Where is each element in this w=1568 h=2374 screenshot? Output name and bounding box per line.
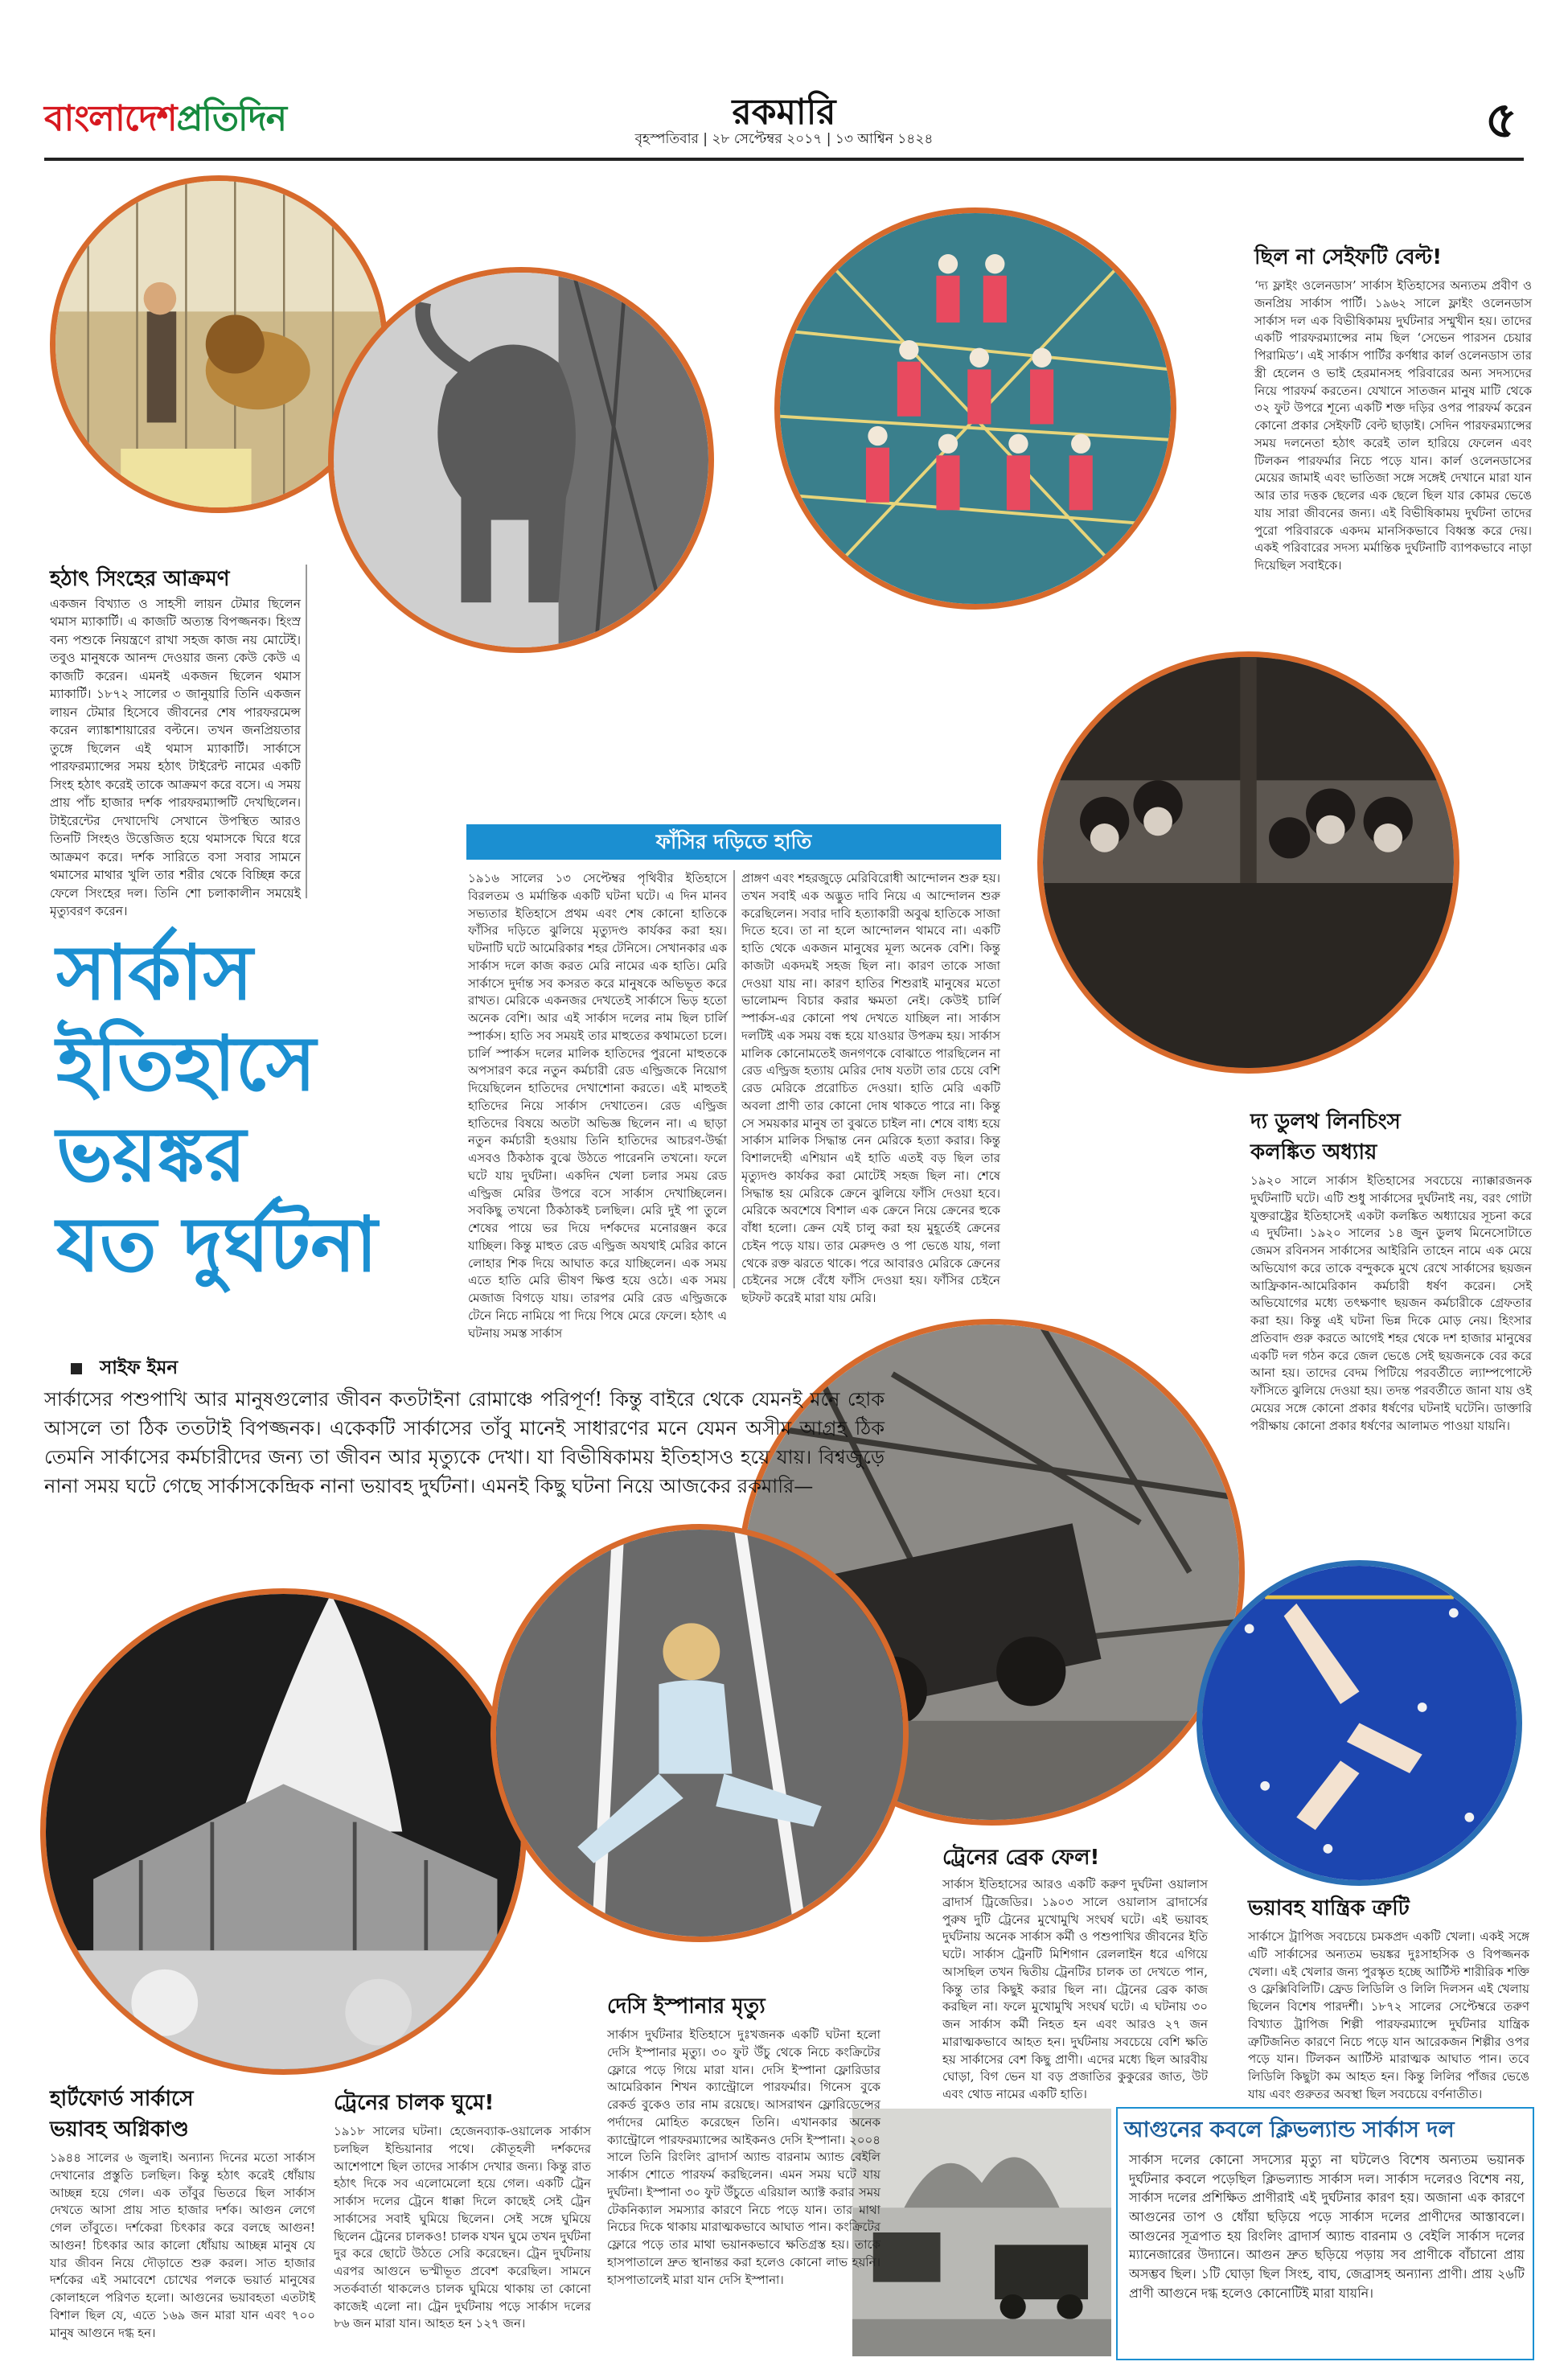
main-title-line-3: ভয়ঙ্কর [56,1111,246,1199]
mechanical-headline: ভয়াবহ যান্ত্রিক ত্রুটি [1248,1896,1410,1920]
train-brake-body: সার্কাস ইতিহাসের আরও একটি করুণ দুর্ঘটনা ওয়ালাস ব্রাদার্স ট্রিজেডির। ১৯০৩ সালে ওয়ালাস ব্রাদার্সের পুরুষ দুটি ট্রেনের মুখোমুখি সংঘর্ষ ঘটে। এই ভয়াবহ দুর্ঘটনায় অনেক সার্কাস কর্মী ও পশুপাখির জীবনের ইতি ঘটে। সার্কাস ট্রেনটি মিশিগান রেললাইন ধরে এগিয়ে আসছিল তখন দ্বিতীয় ট্রেনটির চালক তা দেখতে পান, কিন্তু তার কিছুই করার ছিল না। ট্রেনের ব্রেক কাজ করছিল না। ফলে মুখোমুখি সংঘর্ষ ঘটে। এ ঘটনায় ৩০ জন সার্কাস কর্মী নিহত হন এবং আরও ২৭ জন মারাত্মকভাবে আহত হন। দুর্ঘটনায় সবচেয়ে বেশি ক্ষতি হয় সার্কাসের বেশ কিছু প্রাণী। এদের মধ্যে ছিল আরবীয় ঘোড়া, বিগ ভেন যা বড় প্রজাতির কুকুরের জাত, উট এবং থোড নামের একটি হাতি। [942,1877,1208,2101]
tightrope-pyramid-photo [774,207,1176,610]
masthead [44,80,1524,161]
tent-fire-photo [40,1588,527,2075]
driver-headline: ট্রেনের চালক ঘুমে! [334,2091,495,2115]
spinner-headline: দেসি ইস্পানার মৃত্যু [607,1994,766,2019]
lynching-headline-1: দ্য ডুলথ লিনচিংস [1250,1110,1401,1134]
logo-part-2: প্রতিদিন [176,98,286,139]
main-title [56,929,474,1292]
train-brake-headline: ট্রেনের ব্রেক ফেল! [942,1846,1100,1870]
seatbelt-headline: ছিল না সেইফটি বেল্ট! [1254,245,1443,269]
aerialist-photo [491,1524,909,1942]
main-title-line-4: যত দুর্ঘটনা [56,1201,378,1290]
lynching-crowd-photo [1037,651,1459,1074]
lion-headline: হঠাৎ সিংহের আক্রমণ [50,567,230,591]
cleveland-box [1116,2107,1534,2360]
cleveland-body: সার্কাস দলের কোনো সদস্যের মৃত্যু না ঘটলেও বিশেষ অন্যতম ভয়ানক দুর্ঘটনার কবলে পড়েছিল ক্লিভল্যান্ড সার্কাস দল। সার্কাস দলেরও বিশেষ নয়, সার্কাস দলের প্রশিক্ষিত প্রাণীরাই এই দুর্ঘটনার কারণ হয়। অজানা এক কারণে আগুনের তাপ ও ধোঁয়া ছড়িয়ে পড়ে সার্কাস দলের প্রাণীদের আস্তাবলে। আগুনের সূত্রপাত হয় রিংলিং ব্রাদার্স অ্যান্ড বারনাম ও বেইলি সার্কাস দলের ম্যানেজারের উদ্যানে। আগুন দ্রুত ছড়িয়ে পড়ায় সব প্রাণীকে বাঁচানো প্রায় অসম্ভব ছিল। ১টি ঘোড়া ছিল সিংহ, বাঘ, জেব্রাসহ অন্যান্য প্রাণী। প্রায় ২৬টি প্রাণী আগুনে দগ্ধ হলেও কোনোটিই মারা যায়নি। [1129,2152,1525,2301]
page-number: ৫ [1484,90,1517,149]
bullet-square-icon [71,1363,82,1374]
lynching-body: ১৯২০ সালে সার্কাস ইতিহাসের সবচেয়ে ন্যাক্কারজনক দুর্ঘটনাটি ঘটে। এটি শুধু সার্কাসের দুর্ঘটনাই নয়, বরং গোটা যুক্তরাষ্ট্রের ইতিহাসেই একটা কলঙ্কিত অধ্যায়ের সূচনা করে এ দুর্ঘটনা। ১৯২০ সালের ১৪ জুন ডুলথ মিনেসোটাতে জেমস রবিনসন সার্কাসের আইরিনি তাহেন নামে এক মেয়ে অভিযোগ করে তাকে বন্দুককে মুখে রেখে সার্কাসের ছয়জন আফ্রিকান-আমেরিকান কর্মচারী ধর্ষণ করেন। সেই অভিযোগের মধ্যে তৎক্ষণাৎ ছয়জন কর্মচারীকে গ্রেফতার করা হয়। কিন্তু এই ঘটনা ভিন্ন দিকে মোড় নেয়। হিংসার প্রতিবাদ গুরু করতে আগেই শহর থেকে দশ হাজার মানুষের একটি দল গঠন করে জেল ভেঙে সেই ছয়জনকে বের করে আনা হয়। তাদের বেদম পিটিয়ে পরবর্তীতে ল্যাম্পপোস্টে ফাঁসিতে ঝুলিয়ে দেওয়া হয়। তদন্ত পরবর্তীতে জানা যায় ওই মেয়ের সঙ্গে কোনো প্রকার ধর্ষণের ঘটনাই ঘটেনি। ডাক্তারি পরীক্ষায় কোনো প্রকার ধর্ষণের আলামত পাওয়া যায়নি। [1250,1173,1532,1433]
byline-name: সাইফ ইমন [100,1357,179,1378]
mechanical-body: সার্কাসে ট্রাপিজ সবচেয়ে চমকপ্রদ একটি খেলা। একই সঙ্গে এটি সার্কাসের অন্যতম ভয়ঙ্কর দুঃসাহসিক ও বিপজ্জনক খেলা। এই খেলার জন্য পুরস্কৃত হচ্ছে আর্টিস্ট শারীরিক শক্তি ও ফ্লেক্সিবিলিটি। ফ্রেড লিডিলি ও লিলি দিলসন এই খেলায় ছিলেন বিশেষ পারদর্শী। ১৮৭২ সালের সেপ্টেম্বরে তরুণ বিখ্যাত ট্রাপিজ শিল্পী পারফরম্যান্সে দুর্ঘটনার যান্ত্রিক ত্রুটিজনিত কারণে নিচে পড়ে যান আরেকজন শিল্পীর ওপর পড়ে যান। টিলকন আর্টিস্ট মারাত্মক আঘাত পান। তবে লিডিলি কিছুটা কম আহত হন। কিন্তু লিলির পাঁজর ভেঙে যায় এবং গুরুতর অবস্থা ছিল সবচেয়ে বর্ণনাতীত। [1248,1929,1529,2101]
cleveland-headline: আগুনের কবলে ক্লিভল্যান্ড সার্কাস দল [1124,2117,1455,2142]
trapeze-photo [1197,1560,1522,1886]
driver-body: ১৯১৮ সালের ঘটনা। হেজেনব্যাক-ওয়ালেক সার্কাস চলছিল ইন্ডিয়ানার পথে। কৌতূহলী দর্শকদের আশেপাশে ছিল তাদের সার্কাস দেখার জন্য। কিন্তু রাত হঠাৎ দিকে সব এলোমেলো হয়ে গেল। একটি ট্রেন সার্কাস দলের ট্রেনে ধাক্কা দিলে কাছেই সেই ট্রেন সার্কাসের সবাই ঘুমিয়ে ছিলেন। সেই সঙ্গে ঘুমিয়ে ছিলেন ট্রেনের চালকও! চালক যখন ঘুমে তখন দুর্ঘটনা দুর করে ছোটে উঠতে সেরি করেছেন। ট্রেন দুর্ঘটনায় এরপর আগুনে ভস্মীভূত প্রবেশ করেছিল। সামনে সতর্কবার্তা থাকলেও চালক ঘুমিয়ে থাকায় তা কোনো কাজেই এলো না। ট্রেন দুর্ঘটনায় পড়ে সার্কাস দলের ৮৬ জন মারা যান। আহত হন ১২৭ জন। [334,2124,591,2331]
lion-body: একজন বিখ্যাত ও সাহসী লায়ন টেমার ছিলেন থমাস ম্যাকার্টি। এ কাজটি অত্যন্ত বিপজ্জনক। হিংস্র বন্য পশুকে নিয়ন্ত্রণে রাখা সহজ কাজ নয় মোটেই। তবুও মানুষকে আনন্দ দেওয়ার জন্য কেউ কেউ এ কাজটি করেন। এমনই একজন ছিলেন থমাস ম্যাকার্টি। ১৮৭২ সালের ৩ জানুয়ারি তিনি একজন লায়ন টেমার হিসেবে জীবনের শেষ পারফরমেন্স করেন ল্যাঙ্কাশায়ারের বল্টনে। তখন জনপ্রিয়তার তুঙ্গে ছিলেন এই থমাস ম্যাকার্টি। সার্কাসে পারফরম্যান্সের সময় হঠাৎ টাইরেন্ট নামের একটি সিংহ হঠাৎ করেই তাকে আক্রমণ করে বসে। এ সময় প্রায় পাঁচ হাজার দর্শক পারফরম্যান্সটি দেখছিলেন। টাইরেন্টের দেখাদেখি সেখানে উপস্থিত আরও তিনটি সিংহও উত্তেজিত হয়ে থমাসকে ঘিরে ধরে আক্রমণ করে। দর্শক সারিতে বসা সবার সামনে থমাসের মাথার খুলি তার শরীর থেকে বিচ্ছিন্ন করে ফেলে সিংহের দল। তিনি শো চলাকালীন সময়েই মৃত্যুবরণ করেন। [50,597,301,918]
elephant-headline: ফাঁসির দড়িতে হাতি [466,824,1001,860]
section-title: রকমারি [732,92,836,133]
dateline: বৃহস্পতিবার | ২৮ সেপ্টেম্বর ২০১৭ | ১৩ আশ্বিন ১৪২৪ [634,131,934,147]
lynching-headline-2: কলঙ্কিত অধ্যায় [1250,1140,1377,1164]
elephant-col-1: ১৯১৬ সালের ১৩ সেপ্টেম্বর পৃথিবীর ইতিহাসে বিরলতম ও মর্মান্তিক একটি ঘটনা ঘটে। এ দিন মানব সভ্যতার ইতিহাসে প্রথম এবং শেষ কোনো হাতিকে ফাঁসির দড়িতে ঝুলিয়ে মৃত্যুদণ্ড কার্যকর করা হয়। ঘটনাটি ঘটে আমেরিকার শহর টেনিসে। সেখানকার এক সার্কাস দলে কাজ করত মেরি নামের এক হাতি। মেরি সার্কাসে দুর্দান্ত সব কসরত করে মানুষকে অভিভূত করে রাখত। মেরিকে একনজর দেখতেই সার্কাসে ভিড় হতো অনেক বেশি। আর এই সার্কাস দলের নাম ছিল চার্লি স্পার্কস। হাতি সব সময়ই তার মাহুতের কথামতো চলে। চার্লি স্পার্কস দলের মালিক হাতিদের পুরনো মাহুতকে অপসারণ করে নতুন কর্মচারী রেড এল্ড্রিজকে নিয়োগ দিয়েছিলেন হাতিদের দেখাশোনা করতে। এই মাহুতই হাতিদের নিয়ে সার্কাস দেখাতেন। রেড এল্ড্রিজ হাতিদের বিষয়ে অতটা অভিজ্ঞ ছিলেন না। এ ছাড়া নতুন কর্মচারী হওয়ায় তিনি হাতিদের আচরণ-উৰ্দ্ধা এসবও ঠিকঠাক বুঝে উঠতে পারেননি তখনো। ফলে ঘটে যায় দুর্ঘটনা। একদিন খেলা চলার সময় রেড এল্ড্রিজ মেরির উপরে বসে সার্কাস দেখাচ্ছিলেন। সবকিছু তখনো ঠিকঠাকই চলছিল। মেরি দুই পা তুলে শেষের পায়ে ভর দিয়ে দর্শকদের মনোরঞ্জন করে যাচ্ছিল। কিন্তু মাহুত রেড এল্ড্রিজ অযথাই মেরির কানে লোহার শিক দিয়ে আঘাত করে যাচ্ছিলেন। এক সময় এতে হাতি মেরি ভীষণ ক্ষিপ্ত হয়ে ওঠে। এক সময় মেজাজ বিগড়ে যায়। তারপর মেরি রেড এল্ড্রিজকে টেনে নিচে নামিয়ে পা দিয়ে পিষে মেরে ফেলে। হঠাৎ এ ঘটনায় সমস্ত সার্কাস [468,871,727,1341]
hartford-headline-1: হার্টফোর্ড সার্কাসে [50,2087,194,2111]
spinner-body: সার্কাস দুর্ঘটনার ইতিহাসে দুঃখজনক একটি ঘটনা হলো দেসি ইস্পানার মৃত্যু। ৩০ ফুট উঁচু থেকে নিচে কংক্রিটের ফ্লোরে পড়ে গিয়ে মারা যান। দেসি ইস্পানা ফ্লোরিডার আমেরিকান শিখন ক্যান্ট্রোলে পারফর্মার। গিনেস বুকে রেকর্ড বুকেও তার নাম রয়েছে। আসরাথন ফ্লোরিডেন্সের পর্দাদের মোহিত করেছেন তিনি। এখানকার অনেক ক্যান্ট্রোলে পারফরম্যান্সের আইকনও দেসি ইস্পানা। ২০০৪ সালে তিনি রিংলিং ব্রাদার্স অ্যান্ড বারনাম অ্যান্ড বেইলি সার্কাস শোতে পারফর্ম করছিলেন। এমন সময় ঘটে যায় দুর্ঘটনা। ইস্পানা ৩০ ফুট উঁচুতে এরিয়াল অ্যাক্ট করার সময় টেকনিক্যাল সমস্যার কারণে নিচে পড়ে যান। তার মাথা নিচের দিকে থাকায় মারাত্মকভাবে আঘাত পান। কংক্রিটের ফ্লোরে পড়ে তার মাথা ভয়ানকভাবে ক্ষতিগ্রস্ত হয়। তাকে হাসপাতালে দ্রুত স্থানান্তর করা হলেও কোনো লাভ হয়নি। হাসপাতালেই মারা যান দেসি ইস্পানা। [607,2027,880,2287]
logo-part-1: বাংলাদেশ [44,98,177,139]
main-title-line-2: ইতিহাসে [56,1020,316,1108]
byline [71,1353,178,1384]
hartford-headline-2: ভয়াবহ অগ্নিকাণ্ড [50,2117,189,2142]
column-rule [306,565,307,898]
elephant-photo [328,267,714,653]
seatbelt-body: ‘দ্য ফ্লাইং ওলেনডাস’ সার্কাস ইতিহাসের অন্যতম প্রবীণ ও জনপ্রিয় সার্কাস পার্টি। ১৯৬২ সালে ফ্লাইং ওলেনডাস সার্কাস দল এক বিভীষিকাময় দুর্ঘটনার সম্মুখীন হয়। তাদের একটি পারফরম্যান্সের নাম ছিল ‘সেভেন পারসন চেয়ার পিরামিড’। এই সার্কাস পার্টির কর্ণধার কার্ল ওলেনডাস তার স্ত্রী হেলেন ও ভাই হেরমানসহ পরিবারের অন্য সদস্যদের নিয়ে পারফর্ম করতেন। যেখানে সাতজন মানুষ মাটি থেকে ৩২ ফুট উপরে শূন্যে একটি শক্ত দড়ির ওপর পারফর্ম করেন কোনো প্রকার সেইফটি বেল্ট ছাড়াই। সেদিন পারফরম্যান্সের সময় দলনেতা হঠাৎ করেই তাল হারিয়ে ফেলেন এবং টিলকন পারফর্মার নিচে পড়ে যান। কার্ল ওলেনডাসের মেয়ের জামাই এবং ভাতিজা সঙ্গে সঙ্গেই দেখানে মারা যান আর তার দত্তক ছেলের এক ছেলে ছিল যার কোমর ভেঙে যায় সারা জীবনের জন্য। এই বিভীষিকাময় দুর্ঘটনা তাদের পুরো পরিবারকে একদম মানসিকভাবে বিধ্বস্ত করে দেয়। একই পরিবারের সদস্য মর্মান্তিক দুর্ঘটনাটি ব্যাপকভাবে নাড়া দিয়েছিল সবাইকে। [1254,278,1532,573]
hartford-body: ১৯৪৪ সালের ৬ জুলাই। অন্যান্য দিনের মতো সার্কাস দেখানোর প্রস্তুতি চলছিল। কিন্তু হঠাৎ করেই ধোঁয়ায় আচ্ছন্ন হয়ে গেল। এক তাঁবুর ভিতরে ছিল সার্কাস দেখতে আসা প্রায় সাত হাজার দর্শক। আগুন লেগে গেল তাঁবুতে। দর্শকেরা চিৎকার করে বলছে আগুন! আগুন! চিৎকার আর কালো ধোঁয়ায় আচ্ছন্ন মানুষ যে যার জীবন নিয়ে দৌড়াতে শুরু করল। সাত হাজার দর্শকের এই সমাবেশে চোখের পলকে ভয়ার্ত মানুষের কোলাহলে পরিণত হলো। আগুনের ভয়াবহতা এতটাই বিশাল ছিল যে, এতে ১৬৯ জন মারা যান এবং ৭০০ মানুষ আগুনে দগ্ধ হন। [50,2150,315,2340]
column-rule [733,870,735,1288]
elephant-col-2: প্রাঙ্গণ এবং শহরজুড়ে মেরিবিরোধী আন্দোলন শুরু হয়। তখন সবাই এক অদ্ভুত দাবি নিয়ে এ আন্দোলন শুরু করেছিলেন। সবার দাবি হত্যাকারী অবুঝ হাতিকে সাজা দিতে হবে। তা না হলে আন্দোলন থামবে না। একটি হাতি থেকে একজন মানুষের মূল্য অনেক বেশি। কিন্তু কাজটা একদমই সহজ ছিল না। কারণ তাকে সাজা দেওয়া যায় না। কারণ হাতির শিশুরাই মানুষের মতো ভালোমন্দ বিচার করার ক্ষমতা নেই। কেউই চার্লি স্পার্কস-এর কোনো পথ দেখতে যাচ্ছিল না। সার্কাস দলটিই এক সময় বন্ধ হয়ে যাওয়ার উপক্রম হয়। সার্কাস মালিক কোনোমতেই জনগণকে বোঝাতে পারছিলেন না রেড এল্ড্রিজ হত্যায় মেরির দোষ যতটা তার চেয়ে বেশি রেড মেরিকে প্ররোচিত দেওয়া। হাতি মেরি একটি অবলা প্রাণী তার কোনো দোষ থাকতে পারে না। কিন্তু সে সময়কার মানুষ তা বুঝতে চাইল না। শেষে বাধ্য হয়ে সার্কাস মালিক সিদ্ধান্ত নেন মেরিকে হত্যা করার। কিন্তু বিশালদেহী এশিয়ান এই হাতি এতই বড় ছিল তার মৃত্যুদণ্ড কার্যকর করা মোটেই সহজ ছিল না। শেষে সিদ্ধান্ত হয় মেরিকে ক্রেনে ঝুলিয়ে ফাঁসি দেওয়া হবে। মেরিকে অবশেষে বিশাল এক ক্রেনে নিয়ে ক্রেনের হুকে বাঁধা হলো। ক্রেন যেই চালু করা হয় মুহূর্তেই ক্রেনের চেইন পড়ে যায়। তার মেরুদণ্ড ও পা ভেঙে যায়, গলা থেকে রক্ত ঝরতে থাকে। পরে আবারও মেরিকে ক্রেনের চেইনের সঙ্গে বেঁধে ফাঁসি দেওয়া হয়। ফাঁসির চেইনে ছটফট করেই মারা যায় মেরি। [741,871,1001,1305]
main-title-line-1: সার্কাস [56,930,253,1017]
cleveland-fire-photo [852,2109,1111,2356]
intro-paragraph: সার্কাসের পশুপাখি আর মানুষগুলোর জীবন কতটাইনা রোমাঞ্চে পরিপূর্ণ! কিন্তু বাইরে থেকে যেমনই মনে হোক আসলে তা ঠিক ততটাই বিপজ্জনক। একেকটি সার্কাসের তাঁবু মানেই সাধারণের মনে যেমন অসীম আগ্রহ ঠিক তেমনি সার্কাসের কর্মচারীদের জন্য তা জীবন আর মৃত্যুকে দেখা। যা বিভীষিকাময় ইতিহাসও হয়ে যায়। বিশ্বজুড়ে নানা সময় ঘটে গেছে সার্কাসকেন্দ্রিক নানা ভয়াবহ দুর্ঘটনা। এমনই কিছু ঘটনা নিয়ে আজকের রকমারি— [44,1388,885,1497]
